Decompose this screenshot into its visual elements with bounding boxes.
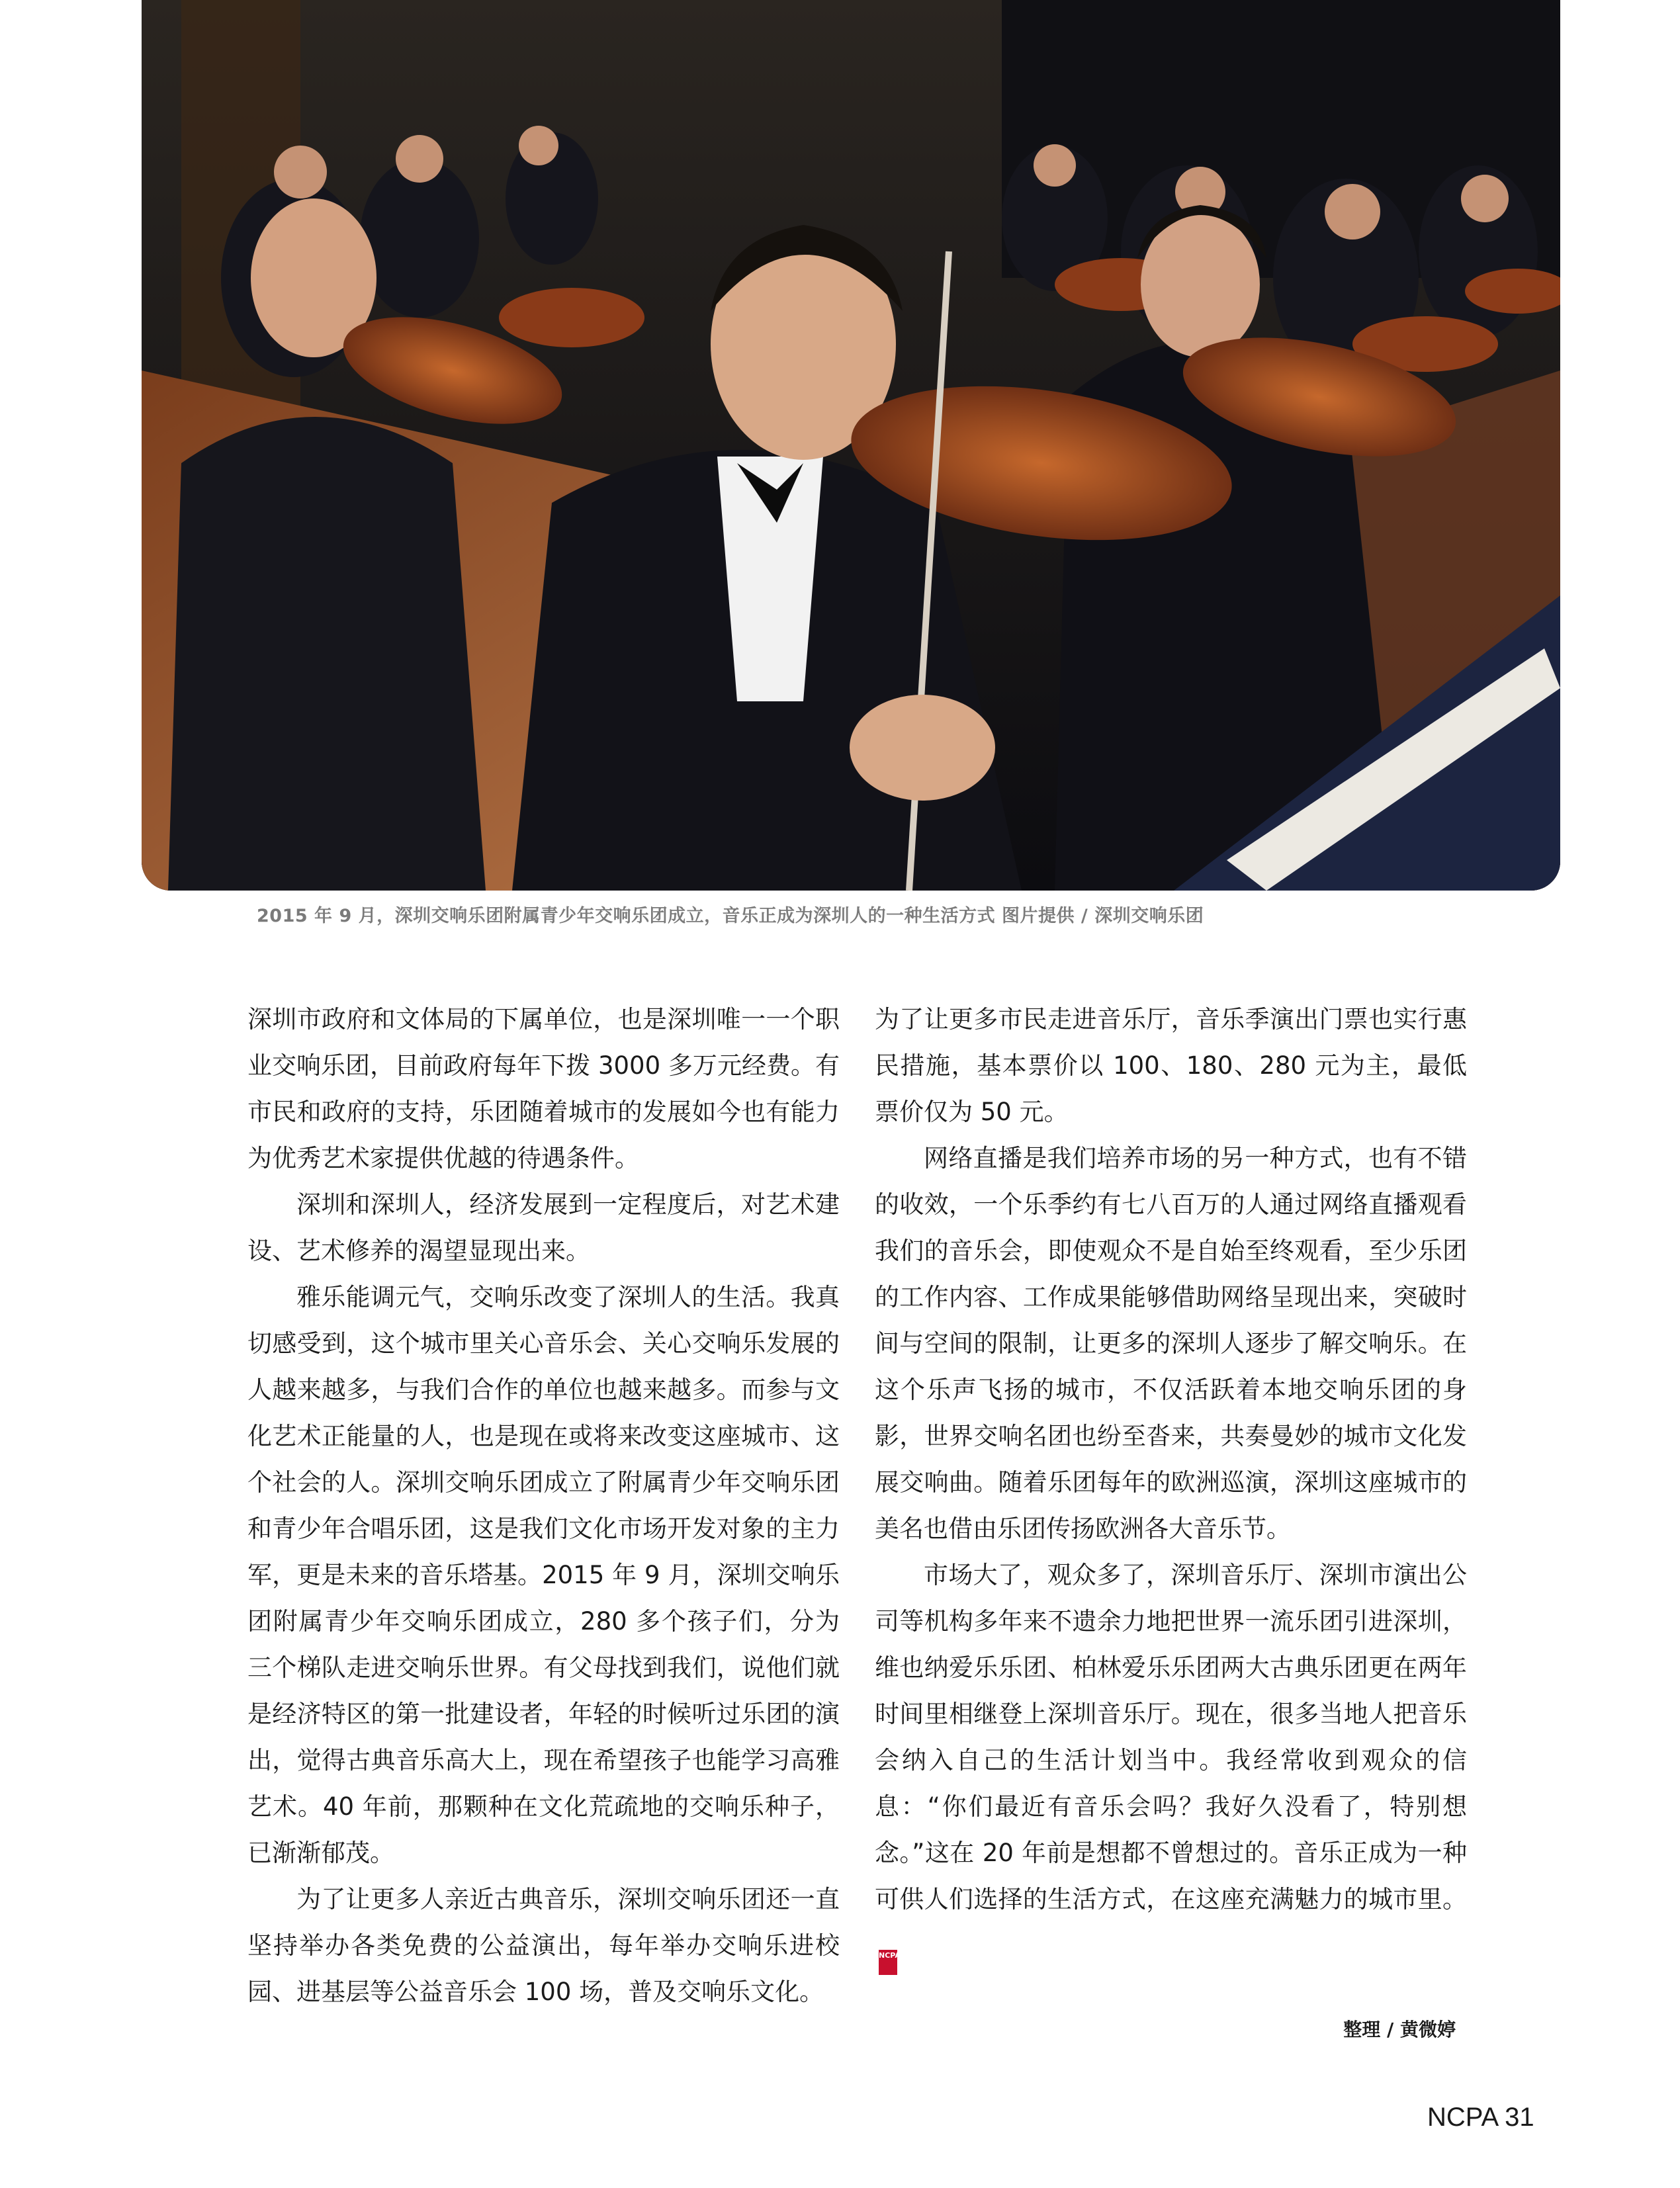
article-paragraph: 深圳和深圳人，经济发展到一定程度后，对艺术建设、艺术修养的渴望显现出来。 [247,1190,840,1265]
footer-brand: NCPA [1427,2103,1497,2132]
article-paragraph: 为了让更多市民走进音乐厅，音乐季演出门票也实行惠民措施，基本票价以 100、180、280 元为主，最低票价仅为 50 元。 [875,1005,1467,1126]
orchestra-photo-illustration [142,0,1560,891]
article-paragraph: 深圳市政府和文体局的下属单位，也是深圳唯一一个职业交响乐团，目前政府每年下拨 3000 多万元经费。有市民和政府的支持，乐团随着城市的发展如今也有能力为优秀艺术家提供优越的待遇条件。 [247,1005,840,1172]
orchestra-photo [142,0,1560,891]
article-column-left [247,996,840,2015]
author-credit: 整理 / 黄微婷 [1343,2019,1456,2040]
article-paragraph: 雅乐能调元气，交响乐改变了深圳人的生活。我真切感受到，这个城市里关心音乐会、关心交响乐发展的人越来越多，与我们合作的单位也越来越多。而参与文化艺术正能量的人，也是现在或将来改变这座城市、这个社会的人。深圳交响乐团成立了附属青少年交响乐团和青少年合唱乐团，这是我们文化市场开发对象的主力军，更是未来的音乐塔基。2015 年 9 月，深圳交响乐团附属青少年交响乐团成立，280 多个孩子们，分为三个梯队走进交响乐世界。有父母找到我们，说他们就是经济特区的第一批建设者，年轻的时候听过乐团的演出，觉得古典音乐高大上，现在希望孩子也能学习高雅艺术。40 年前，那颗种在文化荒疏地的交响乐种子，已渐渐郁茂。 [247,1283,840,1867]
article-paragraph [875,1552,1467,1975]
page-footer [1427,2103,1534,2132]
article-paragraph: 网络直播是我们培养市场的另一种方式，也有不错的收效，一个乐季约有七八百万的人通过网络直播观看我们的音乐会，即使观众不是自始至终观看，至少乐团的工作内容、工作成果能够借助网络呈现出来，突破时间与空间的限制，让更多的深圳人逐步了解交响乐。在这个乐声飞扬的城市，不仅活跃着本地交响乐团的身影，世界交响名团也纷至沓来，共奏曼妙的城市文化发展交响曲。随着乐团每年的欧洲巡演，深圳这座城市的美名也借由乐团传扬欧洲各大音乐节。 [875,1144,1467,1543]
end-mark-badge: NCPA [879,1950,897,1975]
article-paragraph: 为了让更多人亲近古典音乐，深圳交响乐团还一直坚持举办各类免费的公益演出，每年举办交响乐进校园、进基层等公益音乐会 100 场，普及交响乐文化。 [247,1885,840,2006]
article-paragraph-text: 市场大了，观众多了，深圳音乐厅、深圳市演出公司等机构多年来不遗余力地把世界一流乐团引进深圳，维也纳爱乐乐团、柏林爱乐乐团两大古典乐团更在两年时间里相继登上深圳音乐厅。现在，很多当地人把音乐会纳入自己的生活计划当中。我经常收到观众的信息：“你们最近有音乐会吗？我好久没看了，特别想念。”这在 20 年前是想都不曾想过的。音乐正成为一种可供人们选择的生活方式，在这座充满魅力的城市里。 [875,1561,1467,1913]
photo-caption: 2015 年 9 月，深圳交响乐团附属青少年交响乐团成立，音乐正成为深圳人的一种生活方式 图片提供 / 深圳交响乐团 [257,906,1204,926]
page-number: 31 [1505,2103,1534,2132]
article-column-right [875,996,1467,1975]
